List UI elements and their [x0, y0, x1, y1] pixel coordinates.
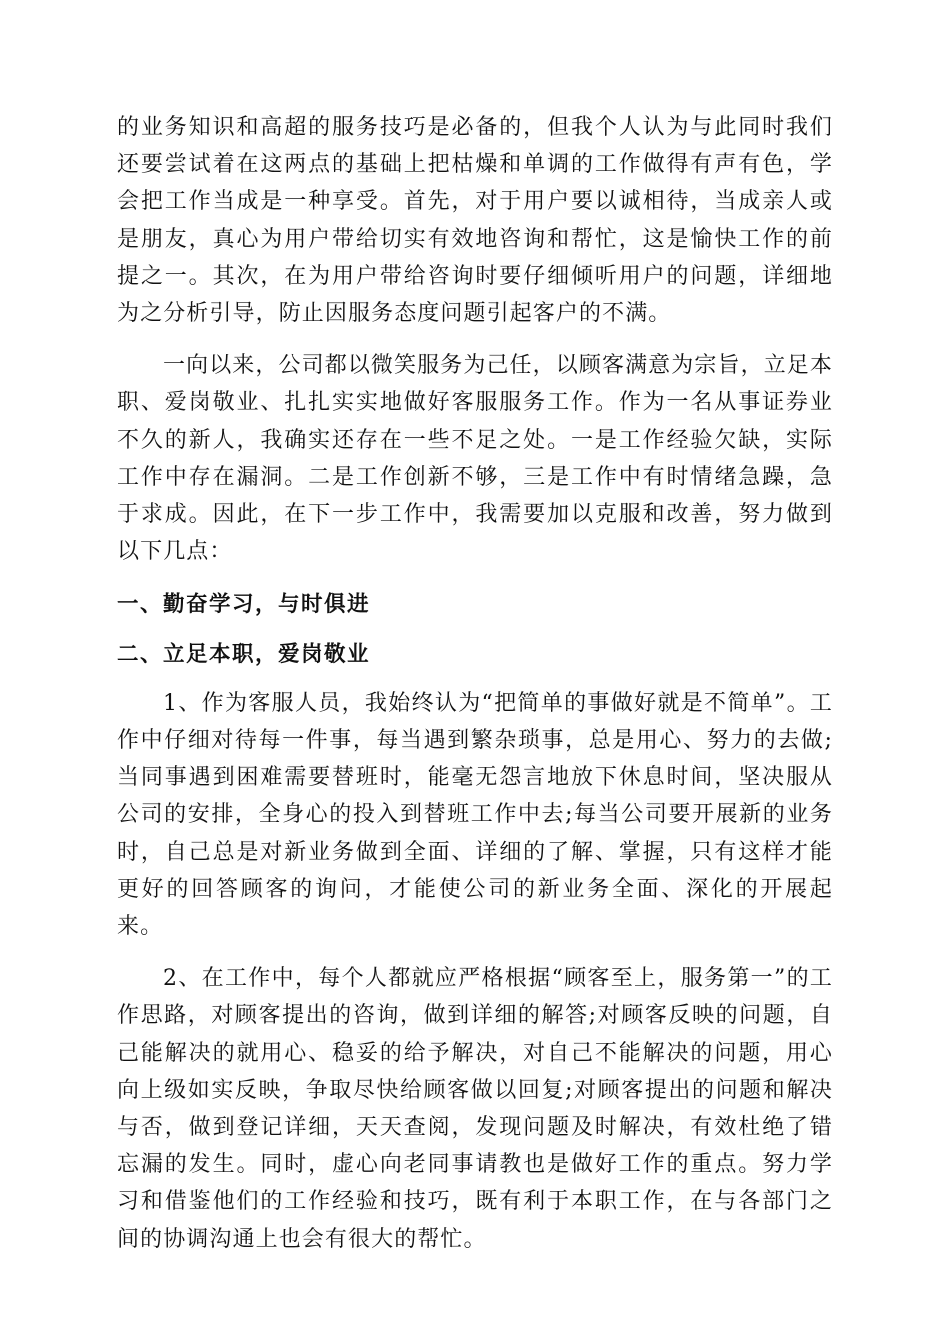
paragraph-point-1: 1、作为客服人员，我始终认为“把简单的事做好就是不简单”。工作中仔细对待每一件事，每当遇到繁杂琐事，总是用心、努力的去做;当同事遇到困难需要替班时，能毫无怨言地放下休息时间，坚决服从公司的安排，全身心的投入到替班工作中去;每当公司要开展新的业务时，自己总是对新业务做到全面、详细的了解、掌握，只有这样才能更好的回答顾客的询问，才能使公司的新业务全面、深化的开展起来。: [117, 690, 833, 940]
document-body: [117, 109, 833, 1258]
paragraph-point-2: 2、在工作中，每个人都就应严格根据“顾客至上，服务第一”的工作思路，对顾客提出的咨询，做到详细的解答;对顾客反映的问题，自己能解决的就用心、稳妥的给予解决，对自己不能解决的问题，用心向上级如实反映，争取尽快给顾客做以回复;对顾客提出的问题和解决与否，做到登记详细，天天查阅，发现问题及时解决，有效杜绝了错忘漏的发生。同时，虚心向老同事请教也是做好工作的重点。努力学习和借鉴他们的工作经验和技巧，既有利于本职工作，在与各部门之间的协调沟通上也会有很大的帮忙。: [117, 966, 833, 1252]
heading-study-diligently: 一、勤奋学习，与时俱进: [117, 592, 371, 618]
heading-dedication-to-job: 二、立足本职，爱岗敬业: [117, 641, 371, 667]
paragraph-service-commitment: 一向以来，公司都以微笑服务为己任，以顾客满意为宗旨，立足本职、爱岗敬业、扎扎实实地做好客服服务工作。作为一名从事证券业不久的新人，我确实还存在一些不足之处。一是工作经验欠缺，实际工作中存在漏洞。二是工作创新不够，三是工作中有时情绪急躁，急于求成。因此，在下一步工作中，我需要加以克服和改善，努力做到以下几点：: [117, 353, 833, 565]
paragraph-continued: 的业务知识和高超的服务技巧是必备的，但我个人认为与此同时我们还要尝试着在这两点的基础上把枯燥和单调的工作做得有声有色，学会把工作当成是一种享受。首先，对于用户要以诚相待，当成亲人或是朋友，真心为用户带给切实有效地咨询和帮忙，这是愉快工作的前提之一。其次，在为用户带给咨询时要仔细倾听用户的问题，详细地为之分析引导，防止因服务态度问题引起客户的不满。: [117, 115, 833, 327]
